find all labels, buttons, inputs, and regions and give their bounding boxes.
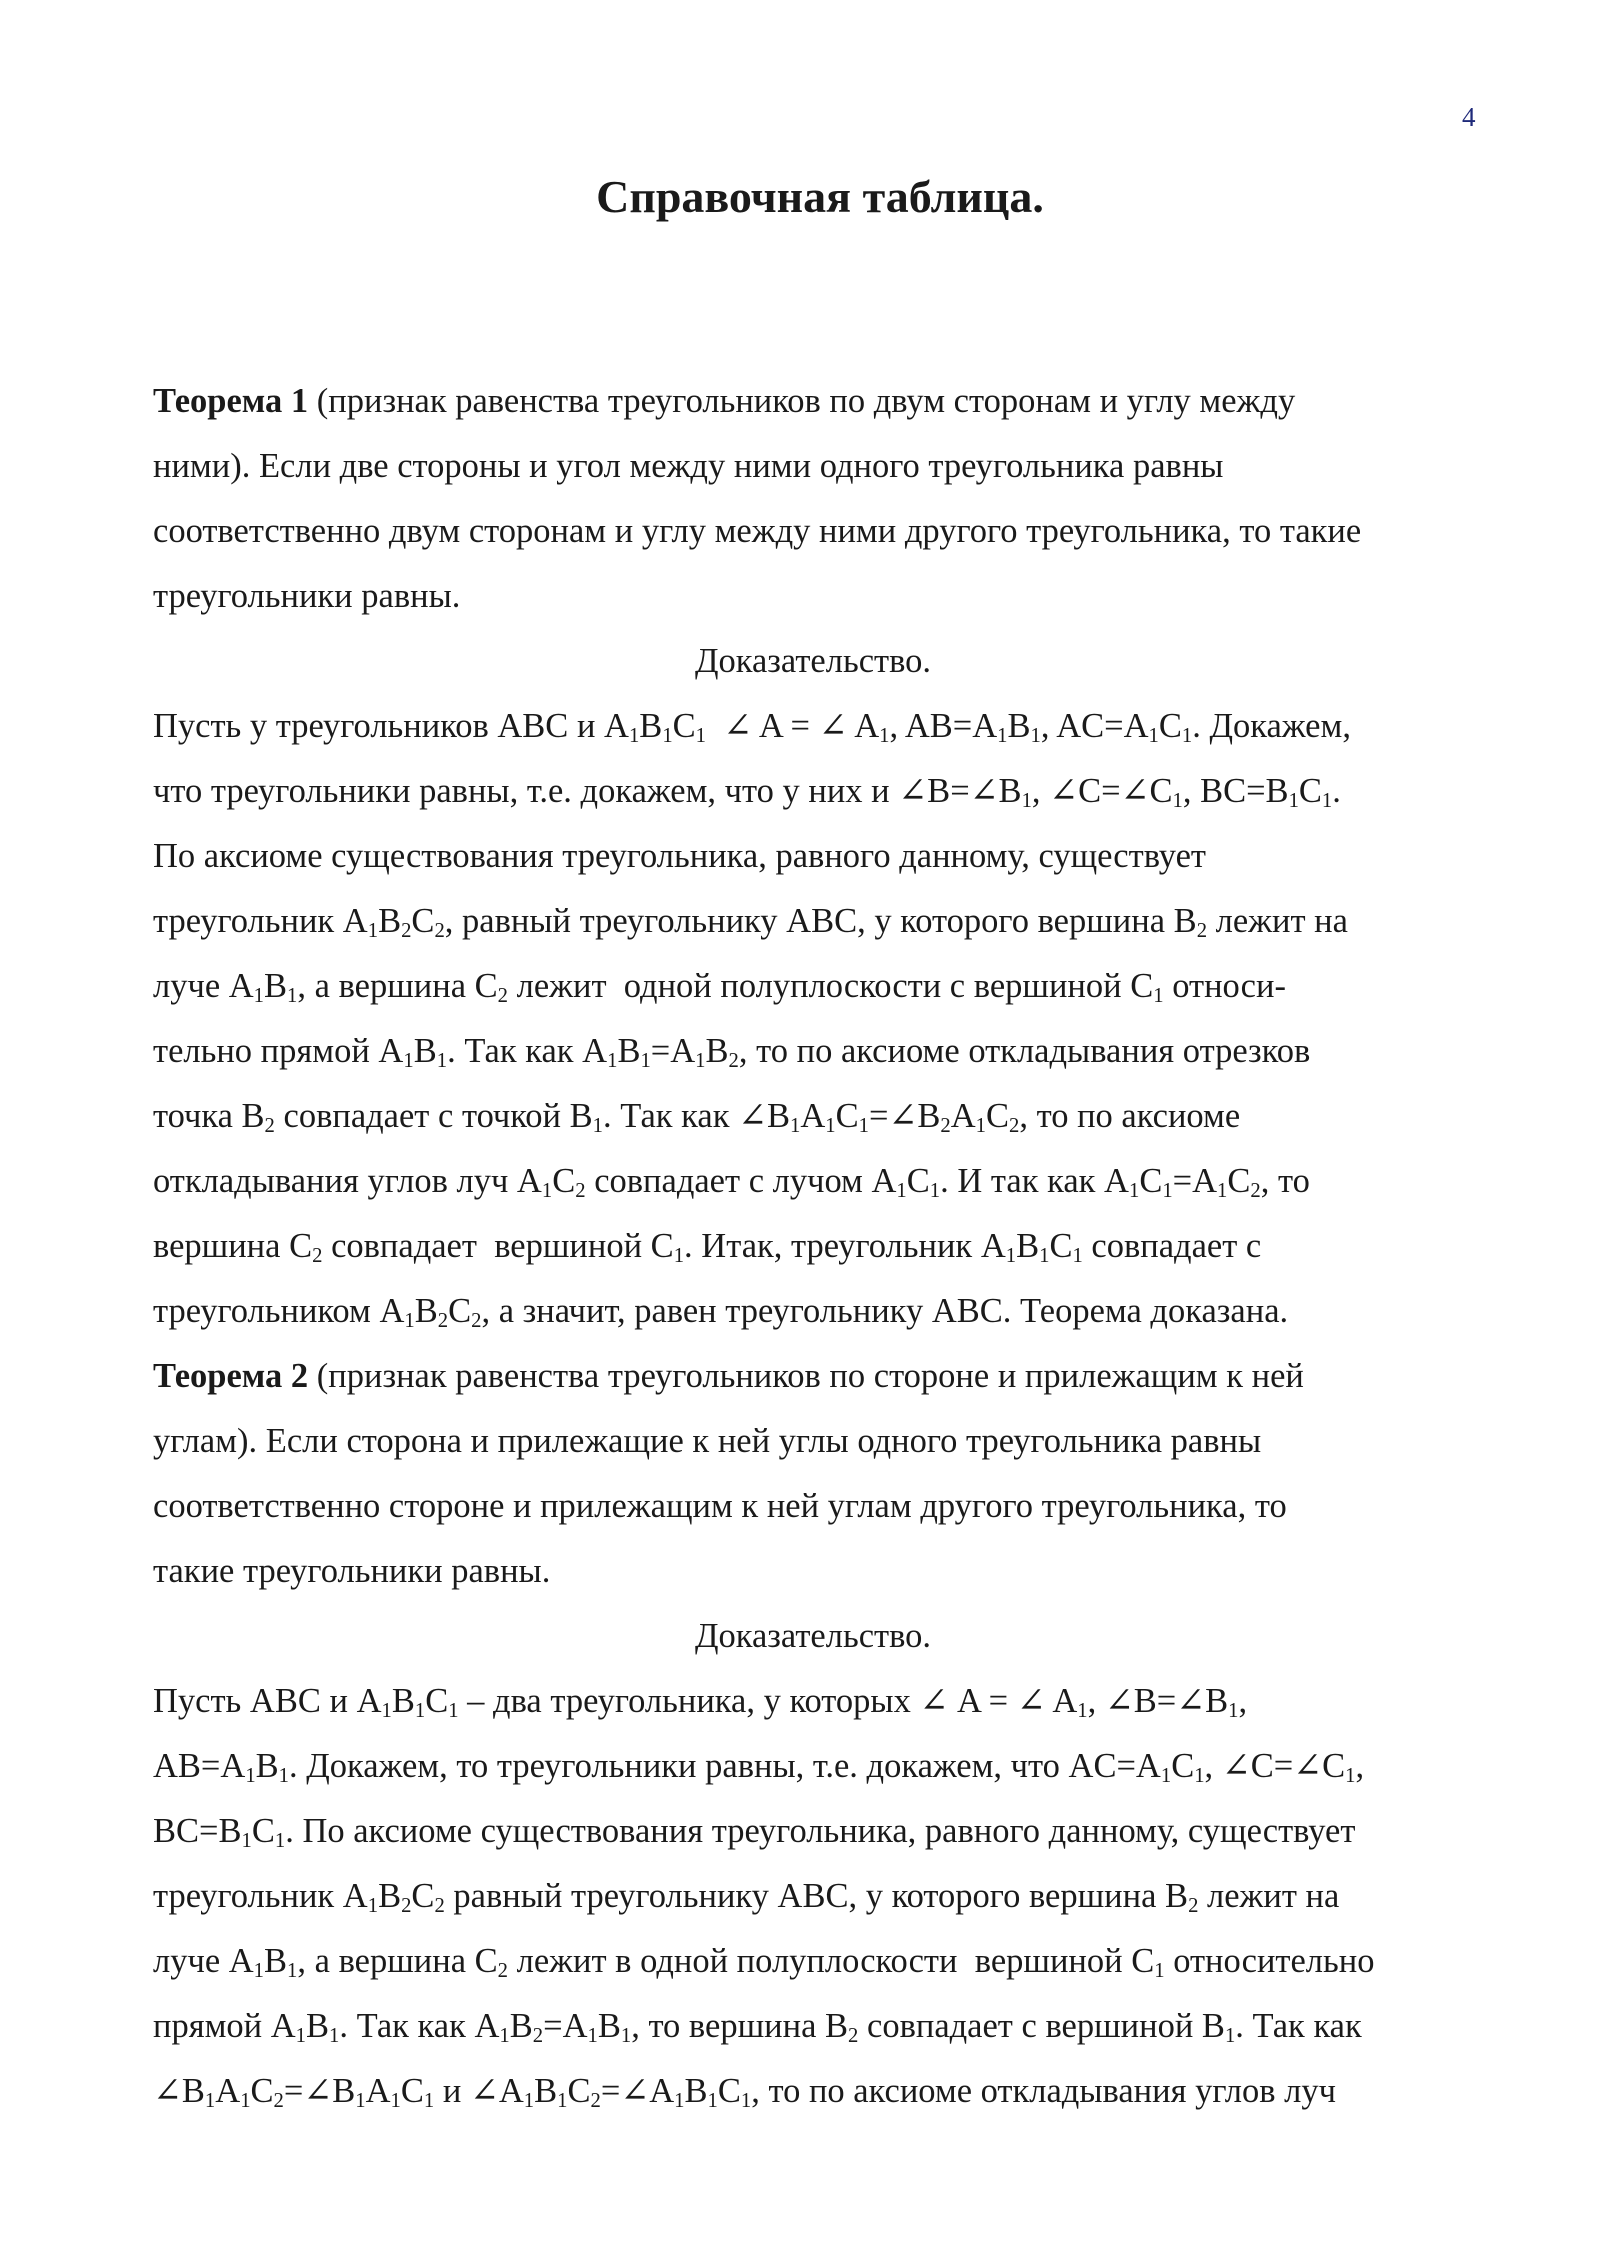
proof-text-line: Пусть у треугольников ABC и $A_1B_1C_1$ ∠ A = ∠ $A_1$, $AB=A_1B_1$, $AC=A_1C_1$. Докажем, [153, 707, 1351, 747]
theorem-1-statement-line [153, 369, 1498, 434]
proof-text-line: треугольник $A_1B_2C_2$, равный треугольнику ABC, у которого вершина $B_2$ лежит на [153, 902, 1348, 942]
proof-text-line: что треугольники равны, т.е. докажем, что у них и $\angle B=\angle B_1$, $\angle C=\angle C_1$, $BC=B_1C_1$. [153, 772, 1341, 812]
proof-text-line: прямой $A_1B_1$. Так как $A_1B_2=A_1B_1$, то вершина $B_2$ совпадает с вершиной $B_1$. Так как [153, 2007, 1362, 2047]
proof-text-line: $BC=B_1C_1$. По аксиоме существования треугольника, равного данному, существует [153, 1812, 1356, 1852]
theorem-2-text-line: соответственно стороне и прилежащим к ней углам другого треугольника, то [153, 1487, 1287, 1525]
theorem-1-label: Теорема 1 [153, 382, 309, 420]
proof-text-line: луче $A_1B_1$, а вершина $C_2$ лежит в одной полуплоскости вершиной $C_1$ относительно [153, 1942, 1375, 1982]
proof-2-heading: Доказательство. [694, 1617, 932, 1655]
proof-1 [153, 694, 1498, 1344]
theorem-2-text-line: такие треугольники равны. [153, 1552, 551, 1590]
proof-text-line: откладывания углов луч $A_1C_2$ совпадает с лучом $A_1C_1$. И так как $A_1C_1=A_1C_2$, то [153, 1162, 1310, 1202]
theorem-1-text: (признак равенства треугольников по двум сторонам и углу между [308, 382, 1296, 420]
proof-2 [153, 1669, 1498, 2124]
theorem-1-text-line: соответственно двум сторонам и углу между ними другого треугольника, то такие [153, 512, 1362, 550]
proof-text-line: $\angle B_1A_1C_2=\angle B_1A_1C_1$ и $\angle A_1B_1C_2=\angle A_1B_1C_1$, то по аксиоме откладывания углов луч [153, 2072, 1336, 2112]
proof-text-line: По аксиоме существования треугольника, равного данному, существует [153, 837, 1206, 875]
theorem-2-statement-line [153, 1344, 1498, 1409]
theorem-2-label: Теорема 2 [153, 1357, 309, 1395]
proof-1-heading: Доказательство. [694, 642, 932, 680]
theorem-1-text-line: ними). Если две стороны и угол между ними одного треугольника равны [153, 447, 1224, 485]
proof-text-line: тельно прямой $A_1B_1$. Так как $A_1B_1=A_1B_2$, то по аксиоме откладывания отрезков [153, 1032, 1311, 1072]
theorem-2-text-line: углам). Если сторона и прилежащие к ней углы одного треугольника равны [153, 1422, 1262, 1460]
proof-text-line: вершина $C_2$ совпадает вершиной $C_1$. Итак, треугольник $A_1B_1C_1$ совпадает с [153, 1227, 1262, 1267]
theorem-2-text: (признак равенства треугольников по стороне и прилежащим к ней [308, 1357, 1304, 1395]
page-number: 4 [1462, 102, 1476, 132]
document-body [153, 369, 1498, 2124]
page-title: Справочная таблица. [596, 171, 1044, 222]
proof-text-line: треугольником $A_1B_2C_2$, а значит, равен треугольнику ABC. Теорема доказана. [153, 1292, 1289, 1332]
proof-text-line: луче $A_1B_1$, а вершина $C_2$ лежит одной полуплоскости с вершиной $C_1$ относи- [153, 967, 1286, 1007]
theorem-1-text-line: треугольники равны. [153, 577, 461, 615]
proof-text-line: треугольник $A_1B_2C_2$ равный треугольнику ABC, у которого вершина $B_2$ лежит на [153, 1877, 1340, 1917]
proof-text-line: $AB=A_1B_1$. Докажем, то треугольники равны, т.е. докажем, что $AC=A_1C_1$, $\angle C=\angle C_1$, [153, 1747, 1365, 1787]
proof-text-line: Пусть ABC и $A_1B_1C_1$ – два треугольника, у которых ∠ A = ∠ $A_1$, $\angle B=\angle B_1$, [153, 1682, 1248, 1722]
proof-text-line: точка $B_2$ совпадает с точкой $B_1$. Так как $\angle B_1A_1C_1=\angle B_2A_1C_2$, то по аксиоме [153, 1097, 1241, 1137]
